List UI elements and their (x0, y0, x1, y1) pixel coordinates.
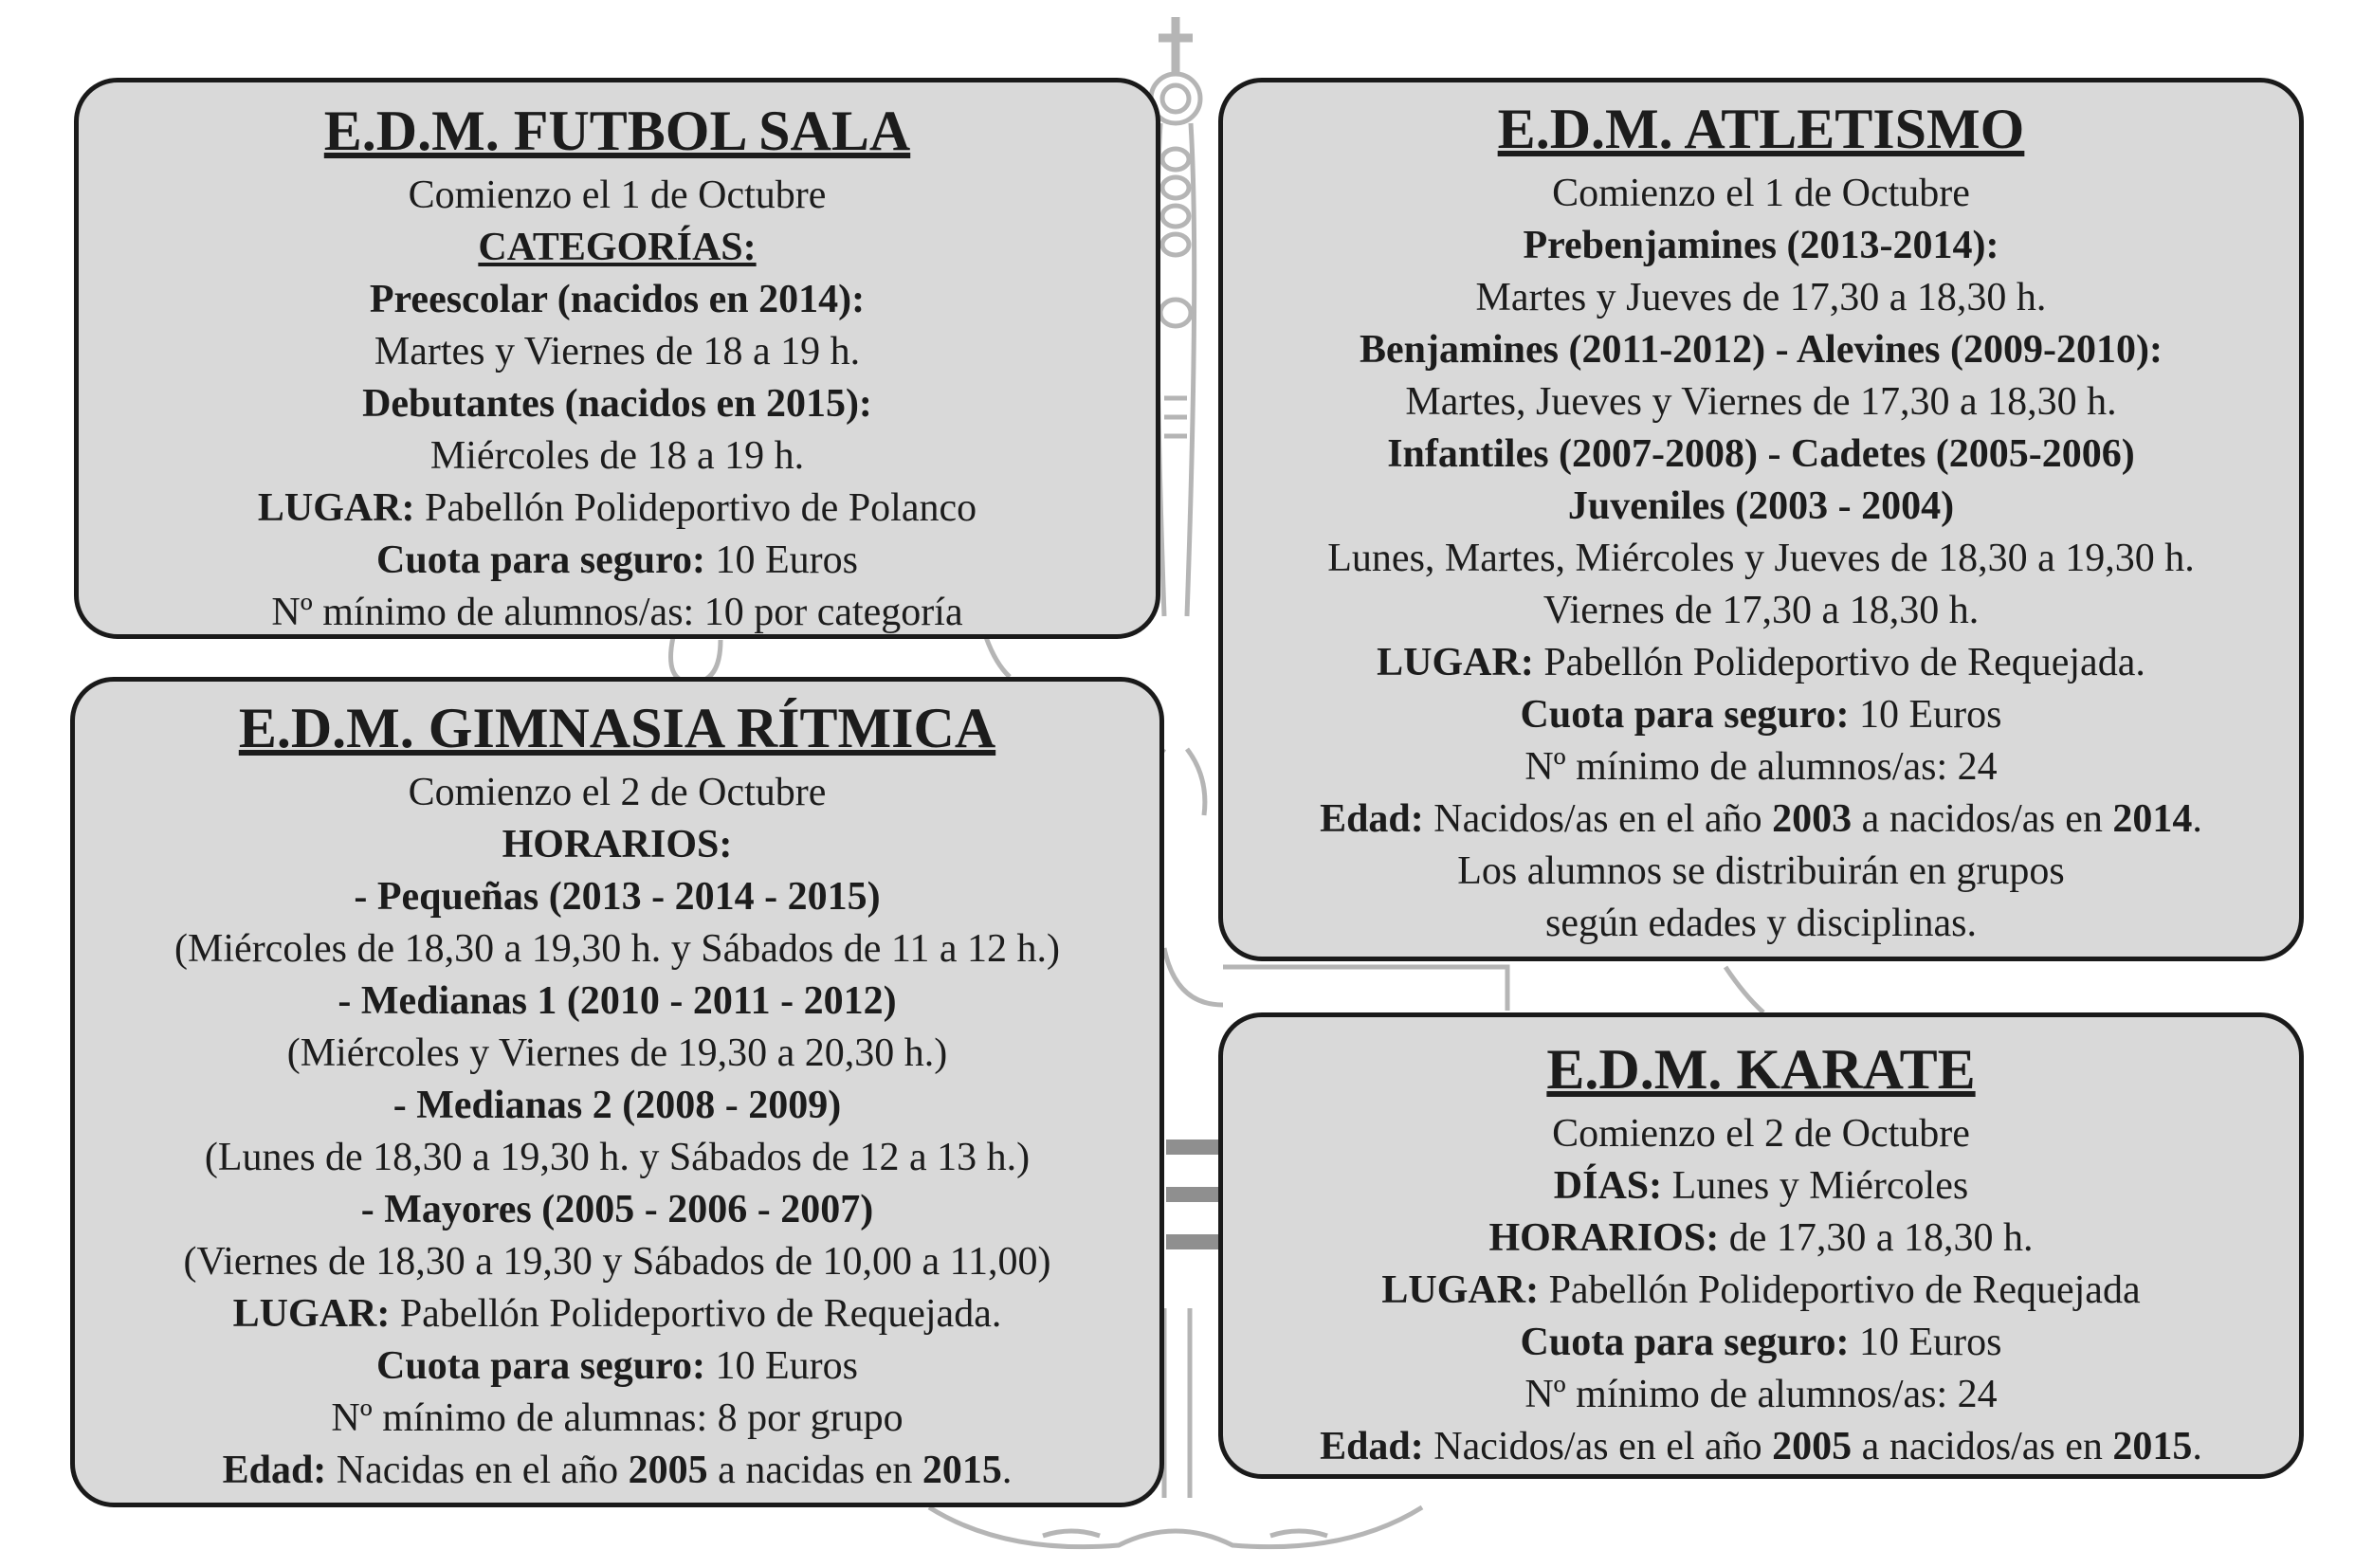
age-text: . (1001, 1449, 1013, 1492)
fee-value: 10 Euros (704, 1344, 858, 1388)
gimnasia-pequenas: - Pequeñas (2013 - 2014 - 2015) (354, 875, 881, 919)
futbol-sala-box (74, 78, 1160, 639)
gimnasia-medianas2-schedule: (Lunes de 18,30 a 19,30 h. y Sábados de 12 a 13 h.) (204, 1136, 1031, 1179)
age-text: . (2192, 1425, 2202, 1468)
gimnasia-medianas1-schedule: (Miércoles y Viernes de 19,30 a 20,30 h.) (286, 1031, 948, 1075)
atletismo-benjamines-alevines: Benjamines (2011-2012) - Alevines (2009-2010): (1360, 328, 2163, 372)
hours-value: de 17,30 a 18,30 h. (1719, 1216, 2034, 1260)
age-text: Nacidas en el año (326, 1449, 629, 1492)
days-value: Lunes y Miércoles (1662, 1164, 1969, 1208)
age-text: Nacidos/as en el año (1423, 797, 1773, 841)
futbol-sala-fee (79, 535, 1156, 587)
age-year-to: 2015 (2112, 1425, 2193, 1468)
age-text: a nacidos/as en (1852, 797, 2113, 841)
age-label: Edad: (1320, 1425, 1424, 1468)
age-year-from: 2005 (1772, 1425, 1853, 1468)
futbol-sala-preescolar: Preescolar (nacidos en 2014): (369, 278, 866, 321)
karate-title: E.D.M. KARATE (1546, 1038, 1976, 1101)
atletismo-box (1218, 78, 2304, 961)
atletismo-benjamines-alevines-schedule: Martes, Jueves y Viernes de 17,30 a 18,30 h. (1405, 380, 2117, 424)
age-text: a nacidos/as en (1852, 1425, 2113, 1468)
atletismo-note-1: Los alumnos se distribuirán en grupos (1457, 849, 2065, 893)
karate-min-students: Nº mínimo de alumnos/as: 24 (1524, 1373, 1998, 1416)
karate-days (1223, 1160, 2299, 1212)
karate-age (1223, 1421, 2299, 1473)
gimnasia-title: E.D.M. GIMNASIA RÍTMICA (238, 697, 996, 759)
gimnasia-start: Comienzo el 2 de Octubre (408, 771, 827, 814)
gimnasia-fee (75, 1340, 1159, 1393)
fee-value: 10 Euros (1849, 693, 2002, 737)
place-value: Pabellón Polideportivo de Requejada. (390, 1292, 1002, 1336)
age-text: . (2192, 797, 2202, 841)
age-label: Edad: (1320, 797, 1424, 841)
futbol-sala-debutantes: Debutantes (nacidos en 2015): (362, 382, 872, 426)
place-value: Pabellón Polideportivo de Requejada. (1533, 641, 2145, 684)
days-label: DÍAS: (1553, 1164, 1663, 1208)
karate-start: Comienzo el 2 de Octubre (1552, 1112, 1970, 1156)
karate-fee (1223, 1317, 2299, 1369)
atletismo-infantiles-cadetes: Infantiles (2007-2008) - Cadetes (2005-2006) (1387, 432, 2135, 476)
place-label: LUGAR: (232, 1292, 391, 1336)
atletismo-prebenjamines: Prebenjamines (2013-2014): (1523, 224, 1999, 267)
futbol-sala-categories-heading: CATEGORÍAS: (478, 226, 757, 269)
gimnasia-min-students: Nº mínimo de alumnas: 8 por grupo (331, 1396, 904, 1440)
place-label: LUGAR: (257, 486, 415, 530)
age-text: Nacidos/as en el año (1423, 1425, 1773, 1468)
gimnasia-ritmica-box (70, 677, 1164, 1507)
gimnasia-pequenas-schedule: (Miércoles de 18,30 a 19,30 h. y Sábados de 11 a 12 h.) (174, 927, 1060, 971)
fee-label: Cuota para seguro: (376, 1344, 705, 1388)
karate-place (1223, 1265, 2299, 1317)
age-year-from: 2003 (1772, 797, 1853, 841)
fee-label: Cuota para seguro: (376, 538, 705, 582)
karate-box (1218, 1012, 2304, 1479)
fee-value: 10 Euros (704, 538, 858, 582)
atletismo-place (1223, 637, 2299, 689)
age-year-to: 2014 (2112, 797, 2193, 841)
gimnasia-medianas1: - Medianas 1 (2010 - 2011 - 2012) (338, 979, 897, 1023)
fee-value: 10 Euros (1849, 1321, 2002, 1364)
age-text: a nacidas en (707, 1449, 922, 1492)
atletismo-min-students: Nº mínimo de alumnos/as: 24 (1524, 745, 1998, 789)
age-year-from: 2005 (628, 1449, 708, 1492)
hours-label: HORARIOS: (1488, 1216, 1720, 1260)
atletismo-note-2: según edades y disciplinas. (1545, 902, 1977, 945)
gimnasia-mayores-schedule: (Viernes de 18,30 a 19,30 y Sábados de 10,00 a 11,00) (183, 1240, 1051, 1284)
place-value: Pabellón Polideportivo de Polanco (414, 486, 977, 530)
atletismo-start: Comienzo el 1 de Octubre (1552, 172, 1970, 215)
atletismo-prebenjamines-schedule: Martes y Jueves de 17,30 a 18,30 h. (1475, 276, 2047, 319)
place-label: LUGAR: (1381, 1268, 1540, 1312)
atletismo-title: E.D.M. ATLETISMO (1497, 98, 2025, 160)
futbol-sala-preescolar-schedule: Martes y Viernes de 18 a 19 h. (374, 330, 861, 374)
age-label: Edad: (222, 1449, 327, 1492)
atletismo-older-schedule-1: Lunes, Martes, Miércoles y Jueves de 18,30 a 19,30 h. (1327, 537, 2195, 580)
futbol-sala-min-students: Nº mínimo de alumnos/as: 10 por categoría (271, 591, 963, 634)
atletismo-fee (1223, 689, 2299, 741)
fee-label: Cuota para seguro: (1520, 1321, 1850, 1364)
gimnasia-medianas2: - Medianas 2 (2008 - 2009) (392, 1084, 842, 1127)
futbol-sala-debutantes-schedule: Miércoles de 18 a 19 h. (429, 434, 805, 478)
gimnasia-age (75, 1445, 1159, 1497)
place-value: Pabellón Polideportivo de Requejada (1539, 1268, 2141, 1312)
futbol-sala-start: Comienzo el 1 de Octubre (408, 173, 827, 217)
atletismo-older-schedule-2: Viernes de 17,30 a 18,30 h. (1542, 589, 1980, 632)
place-label: LUGAR: (1377, 641, 1534, 684)
fee-label: Cuota para seguro: (1520, 693, 1850, 737)
gimnasia-schedule-heading: HORARIOS: (502, 823, 733, 866)
futbol-sala-place (79, 483, 1156, 535)
karate-hours (1223, 1212, 2299, 1265)
futbol-sala-title: E.D.M. FUTBOL SALA (323, 100, 911, 162)
gimnasia-mayores: - Mayores (2005 - 2006 - 2007) (360, 1188, 874, 1231)
age-year-to: 2015 (922, 1449, 1002, 1492)
gimnasia-place (75, 1288, 1159, 1340)
atletismo-age (1223, 793, 2299, 846)
atletismo-juveniles: Juveniles (2003 - 2004) (1567, 484, 1955, 528)
